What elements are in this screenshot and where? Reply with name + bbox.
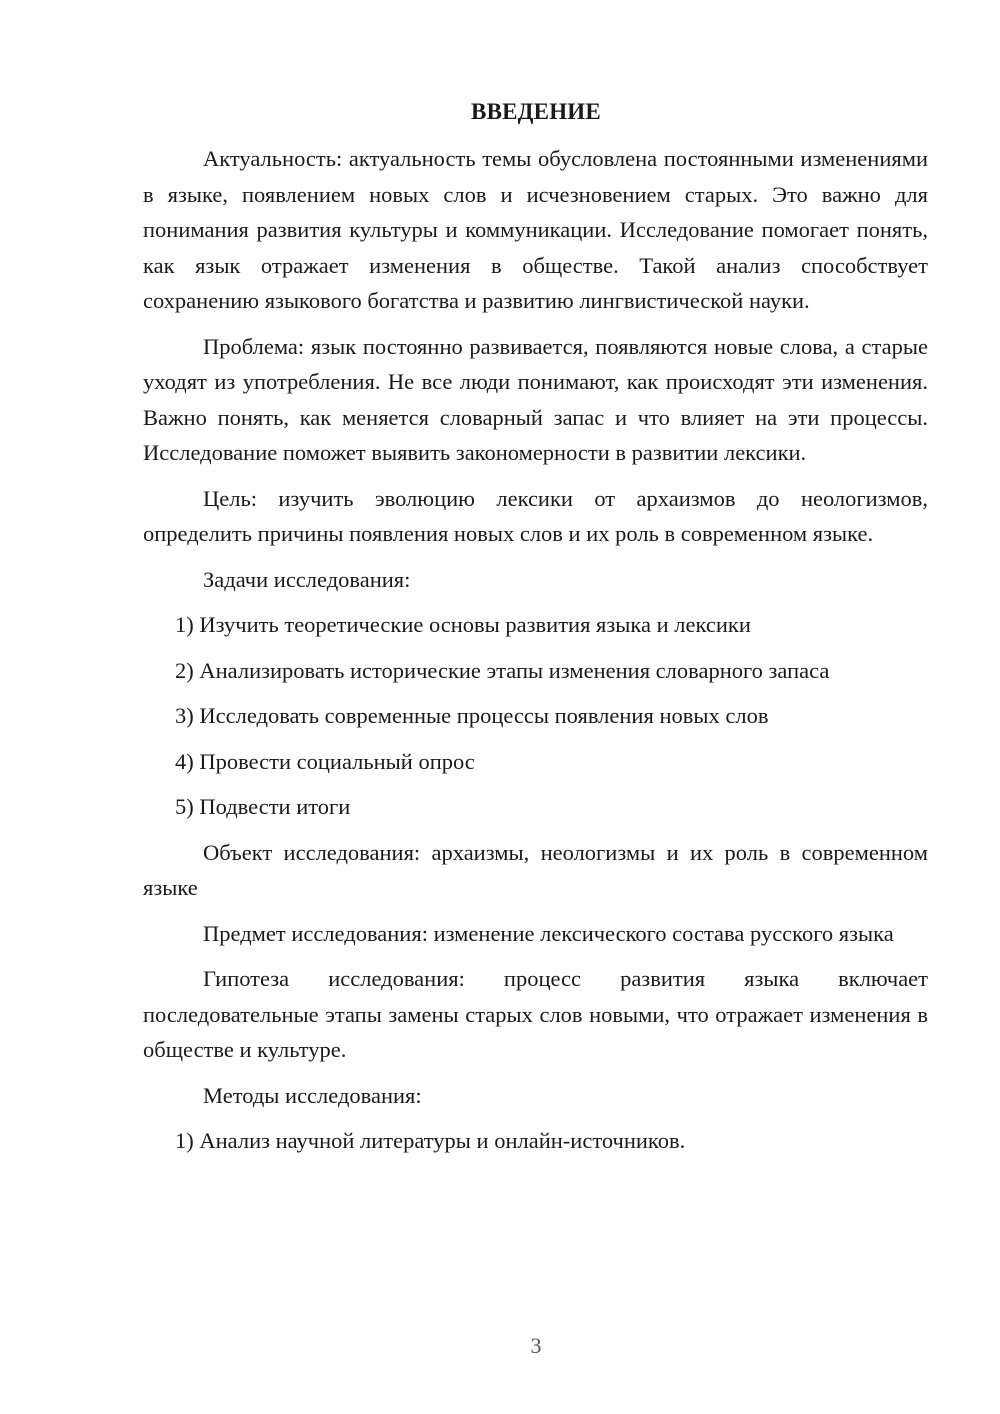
goal-paragraph: Цель: изучить эволюцию лексики от архаизмов до неологизмов, определить причины появления новых слов и их роль в современном языке. (143, 485, 928, 546)
task-item-2: 2) Анализировать исторические этапы изменения словарного запаса (175, 657, 830, 683)
problem-paragraph: Проблема: язык постоянно развивается, появляются новые слова, а старые уходят из употребления. Не все люди понимают, как происходят эти изменения. Важно понять, как меняется словарный запас и что влияет на эти процессы. Исследование поможет выявить закономерности в развитии лексики. (143, 333, 928, 465)
page-number: 3 (530, 1333, 542, 1358)
relevance-paragraph: Актуальность: актуальность темы обусловлена постоянными изменениями в языке, появлением новых слов и исчезновением старых. Это важно для понимания развития культуры и коммуникации. Исследование помогает понять, как язык отражает изменения в обществе. Такой анализ способствует сохранению языкового богатства и развитию лингвистической науки. (143, 146, 928, 313)
task-item-5: 5) Подвести итоги (175, 794, 351, 819)
object-paragraph: Объект исследования: архаизмы, неологизмы и их роль в современном языке (143, 839, 928, 900)
hypothesis-paragraph: Гипотеза исследования: процесс развития языка включает последовательные этапы замены старых слов новыми, что отражает изменения в обществе и культуре. (143, 966, 928, 1062)
task-item-1: 1) Изучить теоретические основы развития языка и лексики (175, 612, 751, 637)
method-item-1: 1) Анализ научной литературы и онлайн-источников. (175, 1128, 686, 1153)
task-item-4: 4) Провести социальный опрос (175, 748, 475, 774)
document-body (143, 141, 928, 1169)
tasks-heading: Задачи исследования: (203, 566, 411, 592)
methods-heading: Методы исследования: (203, 1082, 422, 1108)
page-title: ВВЕДЕНИЕ (471, 99, 601, 124)
subject-paragraph: Предмет исследования: изменение лексического состава русского языка (203, 920, 894, 946)
task-item-3: 3) Исследовать современные процессы появления новых слов (175, 703, 769, 728)
